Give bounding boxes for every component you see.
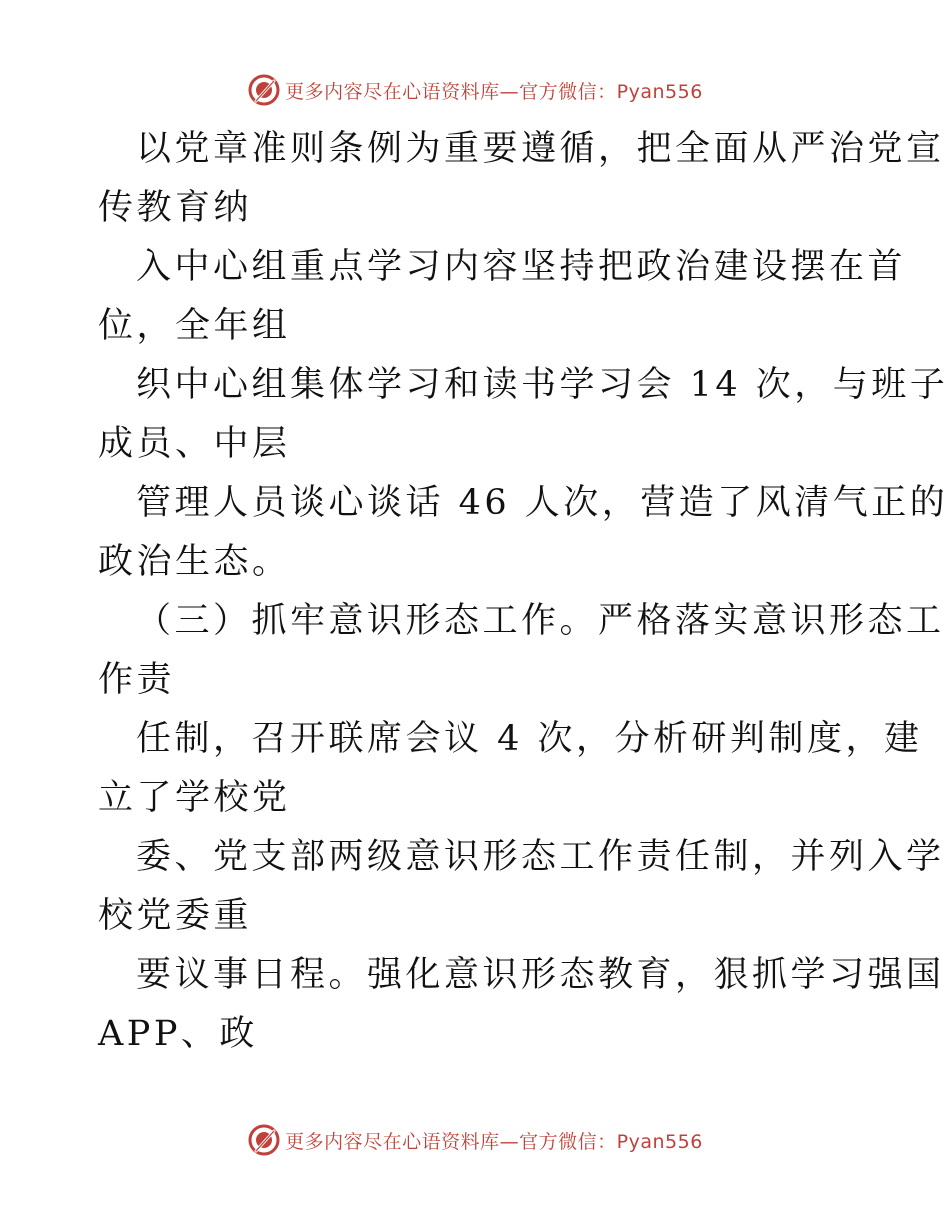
text-line: 传教育纳 (98, 188, 253, 228)
text-line: 管理人员谈心谈话 46 人次，营造了风清气正的 (136, 483, 949, 523)
pen-seal-icon (247, 73, 281, 107)
text-line: 委、党支部两级意识形态工作责任制，并列入学 (136, 837, 945, 877)
footer-watermark (0, 1120, 950, 1160)
text-line: 政治生态。 (98, 542, 291, 582)
text-line: APP、政 (98, 1014, 258, 1054)
text-line: （三）抓牢意识形态工作。严格落实意识形态工 (136, 601, 945, 641)
text-line: 以党章准则条例为重要遵循，把全面从严治党宣 (136, 129, 945, 169)
watermark-text: 更多内容尽在心语资料库—官方微信：Pyan556 (285, 80, 703, 103)
pen-seal-icon (247, 1123, 281, 1157)
text-line: 织中心组集体学习和读书学习会 14 次，与班子 (136, 365, 949, 405)
text-line: 入中心组重点学习内容坚持把政治建设摆在首 (136, 247, 907, 287)
text-line: 作责 (98, 660, 176, 700)
watermark-text: 更多内容尽在心语资料库—官方微信：Pyan556 (285, 1130, 703, 1153)
document-body (98, 120, 949, 1064)
text-line: 立了学校党 (98, 778, 291, 818)
text-line: 成员、中层 (98, 424, 291, 464)
text-line: 位，全年组 (98, 306, 291, 346)
text-line: 校党委重 (98, 896, 253, 936)
header-watermark (0, 70, 950, 110)
text-line: 要议事日程。强化意识形态教育，狠抓学习强国 (136, 955, 945, 995)
text-line: 任制，召开联席会议 4 次，分析研判制度，建 (136, 719, 923, 759)
